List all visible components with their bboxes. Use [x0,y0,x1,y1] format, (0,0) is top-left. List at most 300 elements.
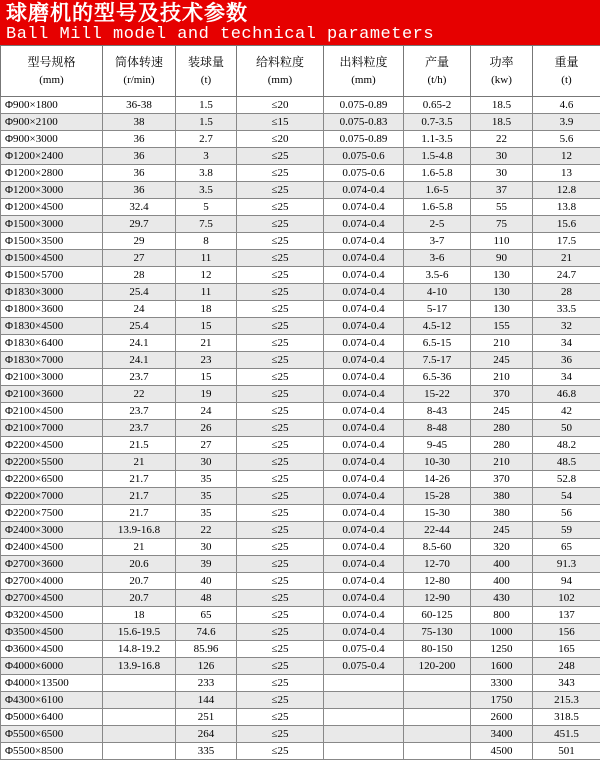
cell-discharge-size: 0.074-0.4 [324,522,404,539]
header-capacity: 产量 (t/h) [404,46,471,97]
cell-speed: 23.7 [103,369,176,386]
cell-model: Φ1830×6400 [1,335,103,352]
cell-speed: 24.1 [103,352,176,369]
cell-feed-size: ≤20 [237,131,324,148]
cell-weight: 12.8 [533,182,600,199]
table-row [1,641,600,658]
cell-model: Φ2200×7000 [1,488,103,505]
cell-capacity: 3.5-6 [404,267,471,284]
cell-model: Φ2700×4000 [1,573,103,590]
cell-discharge-size: 0.074-0.4 [324,471,404,488]
cell-ball-load: 251 [176,709,237,726]
cell-feed-size: ≤25 [237,454,324,471]
cell-capacity [404,743,471,760]
cell-capacity: 4-10 [404,284,471,301]
cell-speed: 29.7 [103,216,176,233]
cell-weight: 50 [533,420,600,437]
cell-capacity: 12-70 [404,556,471,573]
cell-capacity: 7.5-17 [404,352,471,369]
cell-power: 30 [471,165,533,182]
cell-weight: 137 [533,607,600,624]
cell-discharge-size: 0.074-0.4 [324,301,404,318]
cell-ball-load: 39 [176,556,237,573]
cell-discharge-size: 0.074-0.4 [324,250,404,267]
table-row [1,692,600,709]
table-row [1,522,600,539]
cell-capacity: 60-125 [404,607,471,624]
cell-model: Φ1200×4500 [1,199,103,216]
cell-capacity: 6.5-15 [404,335,471,352]
cell-model: Φ5000×6400 [1,709,103,726]
table-row [1,165,600,182]
cell-weight: 24.7 [533,267,600,284]
cell-ball-load: 18 [176,301,237,318]
cell-weight: 318.5 [533,709,600,726]
cell-discharge-size [324,743,404,760]
cell-discharge-size: 0.074-0.4 [324,437,404,454]
header-discharge-size: 出料粒度 (mm) [324,46,404,97]
cell-power: 380 [471,505,533,522]
cell-discharge-size: 0.074-0.4 [324,284,404,301]
cell-capacity: 1.1-3.5 [404,131,471,148]
cell-capacity: 14-26 [404,471,471,488]
table-row [1,199,600,216]
cell-model: Φ2700×3600 [1,556,103,573]
cell-weight: 42 [533,403,600,420]
header-feed-size: 给料粒度 (mm) [237,46,324,97]
title-english: Ball Mill model and technical parameters [6,25,435,44]
cell-discharge-size: 0.074-0.4 [324,624,404,641]
cell-weight: 343 [533,675,600,692]
table-row [1,675,600,692]
cell-weight: 34 [533,335,600,352]
cell-ball-load: 19 [176,386,237,403]
cell-discharge-size: 0.074-0.4 [324,182,404,199]
cell-discharge-size: 0.074-0.4 [324,352,404,369]
cell-feed-size: ≤25 [237,692,324,709]
cell-power: 2600 [471,709,533,726]
cell-speed: 25.4 [103,284,176,301]
cell-model: Φ1200×2800 [1,165,103,182]
cell-ball-load: 22 [176,522,237,539]
cell-ball-load: 85.96 [176,641,237,658]
cell-ball-load: 8 [176,233,237,250]
cell-capacity: 8.5-60 [404,539,471,556]
cell-feed-size: ≤25 [237,318,324,335]
cell-discharge-size: 0.075-0.89 [324,97,404,114]
cell-model: Φ5500×8500 [1,743,103,760]
cell-feed-size: ≤25 [237,505,324,522]
cell-power: 4500 [471,743,533,760]
cell-feed-size: ≤25 [237,165,324,182]
cell-model: Φ3500×4500 [1,624,103,641]
cell-capacity: 4.5-12 [404,318,471,335]
cell-speed: 29 [103,233,176,250]
cell-speed: 15.6-19.5 [103,624,176,641]
table-row [1,301,600,318]
cell-model: Φ2400×4500 [1,539,103,556]
table-row [1,352,600,369]
cell-model: Φ2100×3000 [1,369,103,386]
cell-ball-load: 5 [176,199,237,216]
table-row [1,709,600,726]
cell-feed-size: ≤25 [237,641,324,658]
table-row [1,437,600,454]
cell-speed: 14.8-19.2 [103,641,176,658]
cell-feed-size: ≤25 [237,488,324,505]
cell-capacity: 15-22 [404,386,471,403]
cell-speed: 36 [103,165,176,182]
table-row [1,539,600,556]
cell-speed: 32.4 [103,199,176,216]
cell-model: Φ2200×6500 [1,471,103,488]
cell-discharge-size: 0.074-0.4 [324,335,404,352]
cell-power: 22 [471,131,533,148]
header-row [1,46,600,97]
table-row [1,488,600,505]
cell-discharge-size: 0.074-0.4 [324,539,404,556]
table-row [1,573,600,590]
title-banner [0,0,600,45]
cell-weight: 56 [533,505,600,522]
cell-capacity: 10-30 [404,454,471,471]
cell-feed-size: ≤25 [237,437,324,454]
cell-weight: 34 [533,369,600,386]
cell-ball-load: 35 [176,505,237,522]
cell-power: 370 [471,386,533,403]
cell-feed-size: ≤25 [237,369,324,386]
cell-ball-load: 15 [176,369,237,386]
cell-ball-load: 65 [176,607,237,624]
cell-speed: 36 [103,131,176,148]
cell-ball-load: 3 [176,148,237,165]
cell-capacity: 12-80 [404,573,471,590]
cell-weight: 48.2 [533,437,600,454]
cell-discharge-size [324,709,404,726]
table-row [1,454,600,471]
cell-weight: 4.6 [533,97,600,114]
cell-weight: 13.8 [533,199,600,216]
cell-model: Φ2200×5500 [1,454,103,471]
cell-capacity: 2-5 [404,216,471,233]
cell-weight: 21 [533,250,600,267]
table-row [1,267,600,284]
cell-discharge-size: 0.074-0.4 [324,505,404,522]
table-row [1,743,600,760]
cell-feed-size: ≤25 [237,709,324,726]
cell-power: 1750 [471,692,533,709]
cell-ball-load: 74.6 [176,624,237,641]
cell-power: 130 [471,267,533,284]
cell-speed [103,675,176,692]
cell-discharge-size: 0.075-0.83 [324,114,404,131]
cell-discharge-size: 0.074-0.4 [324,403,404,420]
table-row [1,607,600,624]
cell-feed-size: ≤25 [237,403,324,420]
cell-model: Φ1500×4500 [1,250,103,267]
cell-ball-load: 335 [176,743,237,760]
cell-weight: 13 [533,165,600,182]
cell-weight: 65 [533,539,600,556]
cell-model: Φ1200×2400 [1,148,103,165]
cell-speed: 36-38 [103,97,176,114]
cell-model: Φ2200×4500 [1,437,103,454]
cell-speed: 21 [103,454,176,471]
header-ball-load: 装球量 (t) [176,46,237,97]
cell-feed-size: ≤25 [237,556,324,573]
cell-ball-load: 15 [176,318,237,335]
cell-power: 320 [471,539,533,556]
cell-power: 280 [471,420,533,437]
cell-feed-size: ≤25 [237,199,324,216]
cell-model: Φ4300×6100 [1,692,103,709]
cell-capacity: 15-30 [404,505,471,522]
cell-feed-size: ≤25 [237,301,324,318]
cell-capacity: 5-17 [404,301,471,318]
cell-feed-size: ≤25 [237,182,324,199]
cell-feed-size: ≤25 [237,335,324,352]
cell-weight: 32 [533,318,600,335]
cell-ball-load: 48 [176,590,237,607]
cell-ball-load: 3.8 [176,165,237,182]
table-row [1,131,600,148]
cell-ball-load: 264 [176,726,237,743]
cell-feed-size: ≤25 [237,284,324,301]
cell-ball-load: 11 [176,284,237,301]
cell-ball-load: 35 [176,471,237,488]
cell-feed-size: ≤25 [237,522,324,539]
table-row [1,182,600,199]
cell-discharge-size: 0.075-0.4 [324,641,404,658]
cell-discharge-size: 0.074-0.4 [324,216,404,233]
cell-feed-size: ≤25 [237,743,324,760]
cell-power: 18.5 [471,114,533,131]
cell-ball-load: 30 [176,454,237,471]
cell-ball-load: 12 [176,267,237,284]
cell-feed-size: ≤25 [237,726,324,743]
cell-weight: 59 [533,522,600,539]
cell-speed: 23.7 [103,420,176,437]
cell-ball-load: 35 [176,488,237,505]
cell-capacity: 12-90 [404,590,471,607]
cell-feed-size: ≤25 [237,216,324,233]
cell-ball-load: 233 [176,675,237,692]
cell-ball-load: 2.7 [176,131,237,148]
cell-speed [103,743,176,760]
table-row [1,386,600,403]
cell-weight: 48.5 [533,454,600,471]
cell-feed-size: ≤25 [237,386,324,403]
cell-discharge-size [324,726,404,743]
cell-feed-size: ≤20 [237,97,324,114]
table-row [1,318,600,335]
cell-speed: 24 [103,301,176,318]
cell-capacity [404,675,471,692]
cell-weight: 52.8 [533,471,600,488]
cell-power: 245 [471,403,533,420]
cell-weight: 15.6 [533,216,600,233]
cell-discharge-size: 0.074-0.4 [324,488,404,505]
cell-power: 3400 [471,726,533,743]
cell-ball-load: 30 [176,539,237,556]
cell-capacity: 0.7-3.5 [404,114,471,131]
cell-capacity: 6.5-36 [404,369,471,386]
cell-discharge-size: 0.074-0.4 [324,556,404,573]
cell-discharge-size: 0.074-0.4 [324,318,404,335]
table-row [1,726,600,743]
cell-speed: 20.6 [103,556,176,573]
cell-capacity: 1.6-5.8 [404,165,471,182]
cell-speed: 20.7 [103,590,176,607]
cell-feed-size: ≤25 [237,352,324,369]
cell-power: 1250 [471,641,533,658]
cell-discharge-size: 0.074-0.4 [324,386,404,403]
cell-model: Φ2700×4500 [1,590,103,607]
cell-capacity: 15-28 [404,488,471,505]
cell-capacity: 8-48 [404,420,471,437]
cell-power: 400 [471,556,533,573]
table-row [1,624,600,641]
cell-power: 1600 [471,658,533,675]
cell-ball-load: 144 [176,692,237,709]
cell-ball-load: 27 [176,437,237,454]
cell-power: 210 [471,454,533,471]
cell-weight: 215.3 [533,692,600,709]
cell-model: Φ2200×7500 [1,505,103,522]
cell-ball-load: 26 [176,420,237,437]
cell-weight: 28 [533,284,600,301]
spec-table [0,45,600,760]
cell-model: Φ1800×3600 [1,301,103,318]
cell-feed-size: ≤25 [237,420,324,437]
cell-feed-size: ≤25 [237,573,324,590]
cell-model: Φ1500×3500 [1,233,103,250]
cell-speed: 18 [103,607,176,624]
cell-weight: 36 [533,352,600,369]
cell-speed: 23.7 [103,403,176,420]
table-row [1,335,600,352]
cell-model: Φ1500×5700 [1,267,103,284]
cell-power: 110 [471,233,533,250]
table-row [1,471,600,488]
cell-weight: 5.6 [533,131,600,148]
cell-model: Φ900×1800 [1,97,103,114]
cell-capacity [404,709,471,726]
cell-power: 55 [471,199,533,216]
table-row [1,284,600,301]
cell-capacity: 3-7 [404,233,471,250]
cell-discharge-size: 0.074-0.4 [324,590,404,607]
cell-model: Φ1500×3000 [1,216,103,233]
cell-discharge-size: 0.075-0.89 [324,131,404,148]
cell-speed: 21.7 [103,488,176,505]
cell-feed-size: ≤25 [237,471,324,488]
cell-feed-size: ≤15 [237,114,324,131]
cell-power: 130 [471,284,533,301]
cell-capacity: 0.65-2 [404,97,471,114]
table-row [1,505,600,522]
cell-discharge-size [324,675,404,692]
cell-discharge-size: 0.075-0.4 [324,658,404,675]
cell-speed: 21.7 [103,471,176,488]
cell-weight: 94 [533,573,600,590]
cell-discharge-size [324,692,404,709]
cell-speed [103,709,176,726]
table-row [1,658,600,675]
cell-capacity [404,726,471,743]
cell-capacity: 9-45 [404,437,471,454]
cell-power: 1000 [471,624,533,641]
title-chinese: 球磨机的型号及技术参数 [6,1,248,25]
cell-ball-load: 1.5 [176,97,237,114]
cell-speed: 21.7 [103,505,176,522]
cell-weight: 248 [533,658,600,675]
table-row [1,403,600,420]
table-row [1,216,600,233]
cell-model: Φ1830×7000 [1,352,103,369]
cell-weight: 501 [533,743,600,760]
cell-model: Φ2100×7000 [1,420,103,437]
table-row [1,233,600,250]
cell-model: Φ3200×4500 [1,607,103,624]
cell-model: Φ5500×6500 [1,726,103,743]
cell-power: 210 [471,335,533,352]
cell-capacity: 75-130 [404,624,471,641]
cell-discharge-size: 0.074-0.4 [324,454,404,471]
cell-discharge-size: 0.075-0.6 [324,148,404,165]
cell-discharge-size: 0.074-0.4 [324,233,404,250]
cell-model: Φ4000×13500 [1,675,103,692]
cell-speed: 21.5 [103,437,176,454]
table-row [1,114,600,131]
cell-feed-size: ≤25 [237,250,324,267]
cell-power: 800 [471,607,533,624]
table-row [1,369,600,386]
cell-capacity: 80-150 [404,641,471,658]
cell-weight: 91.3 [533,556,600,573]
cell-speed: 24.1 [103,335,176,352]
cell-discharge-size: 0.074-0.4 [324,420,404,437]
cell-speed: 25.4 [103,318,176,335]
cell-feed-size: ≤25 [237,675,324,692]
cell-ball-load: 126 [176,658,237,675]
cell-speed: 28 [103,267,176,284]
cell-model: Φ2100×3600 [1,386,103,403]
cell-power: 400 [471,573,533,590]
cell-discharge-size: 0.074-0.4 [324,267,404,284]
cell-speed: 38 [103,114,176,131]
cell-ball-load: 3.5 [176,182,237,199]
cell-capacity: 120-200 [404,658,471,675]
cell-power: 370 [471,471,533,488]
cell-capacity: 1.6-5 [404,182,471,199]
cell-speed: 27 [103,250,176,267]
cell-power: 380 [471,488,533,505]
cell-feed-size: ≤25 [237,590,324,607]
cell-feed-size: ≤25 [237,607,324,624]
cell-ball-load: 23 [176,352,237,369]
cell-capacity: 1.6-5.8 [404,199,471,216]
table-row [1,250,600,267]
cell-power: 75 [471,216,533,233]
cell-model: Φ1830×4500 [1,318,103,335]
cell-weight: 102 [533,590,600,607]
cell-power: 245 [471,352,533,369]
cell-ball-load: 40 [176,573,237,590]
cell-feed-size: ≤25 [237,624,324,641]
cell-model: Φ900×3000 [1,131,103,148]
cell-capacity: 8-43 [404,403,471,420]
